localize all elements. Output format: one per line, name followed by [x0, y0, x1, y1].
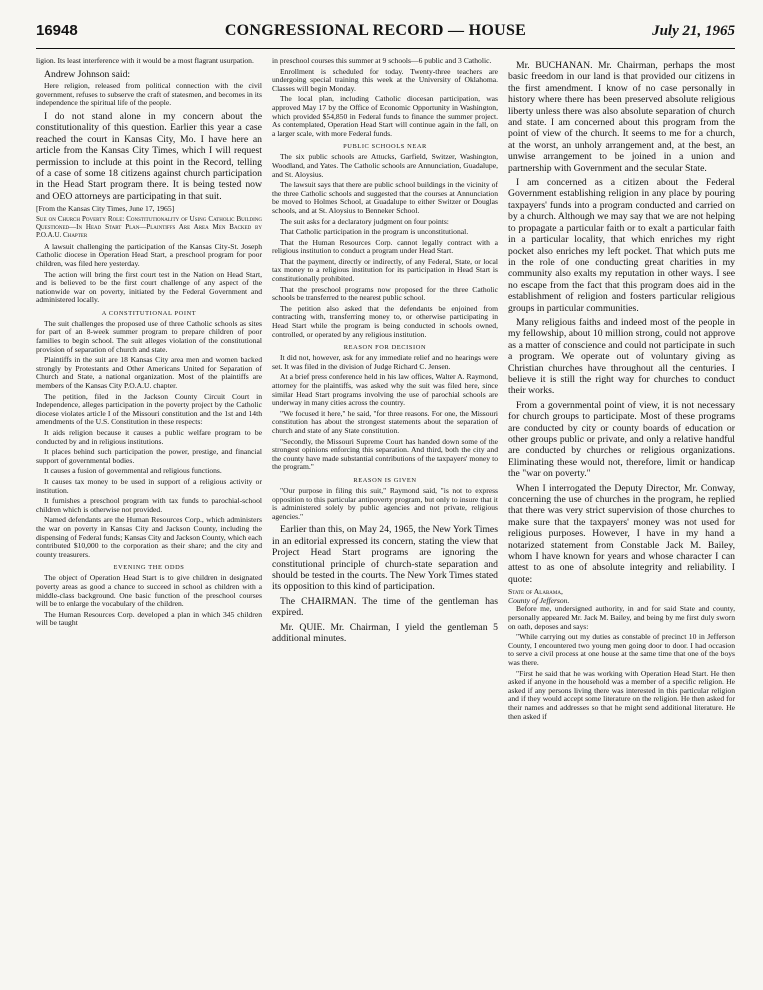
paragraph: The object of Operation Head Start is to give children in designated poverty areas as good a chance to succeed in school as children with a middle-class background. One basic function of the preschool courses will be to enlarge the vocabulary of the children.	[36, 573, 262, 609]
paragraph: The suit challenges the proposed use of three Catholic schools as sites for part of an 8-week summer program to prepare children of poor families to begin school. The suit alleges violation of the constitutional provision of separation of church and state.	[36, 318, 262, 354]
paragraph: Here religion, released from political connection with the civil government, refuses to subserve the craft of statesmen, and becomes in its independence the spiritual life of the people.	[36, 81, 262, 108]
column-2	[272, 57, 498, 987]
speech-paragraph: From a governmental point of view, it is not necessary for church groups to participate. Most of these programs are conducted by city or county boards of education or other groups public or private, and only a relative handful are conducted by churches or religious organizations. Eliminating these would not, therefore, limit or handicap the "war on poverty."	[508, 399, 735, 480]
subhead: PUBLIC SCHOOLS NEAR	[343, 143, 427, 151]
column-1	[36, 57, 262, 987]
paragraph: "First he said that he was working with Operation Head Start. He then asked if anyone in the household was a member of a specific religion. He asked if any persons living there was interested in this particular religion and if they would accept some literature on the religion. He then asked for their names and addresses so that he might send additional literature. He then asked if	[508, 668, 735, 721]
paragraph: It did not, however, ask for any immediate relief and no hearings were set. It was filed in the division of Judge Richard C. Jensen.	[272, 353, 498, 371]
paragraph: That Catholic participation in the program is unconstitutional.	[280, 227, 469, 237]
paragraph: The petition also asked that the defendants be enjoined from contracting with, transferring money to, or otherwise participating in Head Start while the program is being conducted in schools owned, controlled, or operated by any religious institution.	[272, 303, 498, 339]
paragraph: "Secondly, the Missouri Supreme Court has handed down some of the strongest opinions enforcing this separation. And third, both the city and the county have made substantial contributions of the taxpayers' money to the program."	[272, 436, 498, 472]
speech-paragraph: When I interrogated the Deputy Director, Mr. Conway, concerning the use of churches in the program, he replied that there was very strict supervision of those churches to make sure that the taxpayers' money was not used for religious purposes. However, I have in my hand a notarized statement from Constable Jack M. Bailey, whom I have known for years and whose character I can attest to as one of absolute integrity and reliability. I quote:	[508, 482, 735, 585]
paragraph: It causes a fusion of governmental and religious functions.	[44, 466, 222, 476]
paragraph: That the preschool programs now proposed for the three Catholic schools be transferred to the nearest public school.	[272, 284, 498, 303]
paragraph: Enrollment is scheduled for today. Twenty-three teachers are undergoing special training this week at the University of Oklahoma. Classes will begin Monday.	[272, 66, 498, 93]
speech-paragraph: The CHAIRMAN. The time of the gentleman has expired.	[272, 595, 498, 619]
paragraph: in preschool courses this summer at 9 schools—6 public and 3 Catholic.	[272, 57, 492, 65]
paragraph: The six public schools are Attucks, Garfield, Switzer, Washington, Woodland, and Yates. The Catholic schools are Annunciation, Guadalupe, and St. Aloysius.	[272, 152, 498, 179]
paragraph: The local plan, including Catholic diocesan participation, was approved May 17 by the Office of Economic Opportunity in Washington, which provided $54,850 in Federal funds to finance the summer project. As contemplated, Operation Head Start will continue again in the fall, on a larger scale, with more Federal funds.	[272, 94, 498, 138]
speech-paragraph: Mr. BUCHANAN. Mr. Chairman, perhaps the most basic freedom in our land is that provided our citizens in the first amendment. I know of no case personally in history where there has been preserved absolute religious liberty unless there was also absolute separation of church and state. I am concerned about this program from the point of view of the church. It seems to me for a church, at the worst, an unholy arrangement and, at the best, an unwise arrangement to be joined in a union and partnership with Government and the secular State.	[508, 60, 735, 174]
subhead: A CONSTITUTIONAL POINT	[101, 309, 197, 317]
speech-paragraph: Mr. QUIE. Mr. Chairman, I yield the gentleman 5 additional minutes.	[272, 621, 498, 644]
paragraph: It causes tax money to be used in support of a religious activity or institution.	[36, 476, 262, 495]
headline-text: Sue on Church Poverty Role: Constitutionality of Using Catholic Building Questioned—In Head Start Plan—Plaintiffs Are Area Men Backed by P.O.A.U. Chapter	[36, 214, 262, 239]
paragraph: At a brief press conference held in his law offices, Walter A. Raymond, attorney for the plaintiffs, was asked why the suit was filed here, since similar Head Start programs involving the use of parochial schools are underway in many cities across the country.	[272, 372, 498, 408]
paragraph: It places behind such participation the power, prestige, and financial support of governmental bodies.	[36, 447, 262, 465]
speaker-line: Andrew Johnson said:	[44, 68, 131, 80]
paragraph: It aids religion because it causes a public welfare program to be conducted by and in religious institutions.	[36, 428, 262, 446]
paragraph: Named defendants are the Human Resources Corp., which administers the war on poverty in Kansas City and Jackson County, including the dispensing of Federal funds; Kansas City and Jackson County, which each contributed $10,000 to the corporation as their share; and the city and county treasurers.	[36, 515, 262, 559]
page-header	[36, 22, 735, 46]
paragraph: "While carrying out my duties as constable of precinct 10 in Jefferson County, I encountered two young men going door to door. I had occasion to serve a civil process at one house at the same time that one of the boys was there.	[508, 632, 735, 668]
speech-paragraph: I do not stand alone in my concern about the constitutionality of this question. Earlier this year a case reached the court in Kansas City, Mo. I have here an article from the Kansas City Times, which I will request permission to include at this point in the Record, telling of a case of some 18 citizens against church participation in the Head Start program there. It is being tested now and OEO attorneys are participating in that suit.	[36, 110, 262, 202]
paragraph: The petition, filed in the Jackson County Circuit Court in Independence, alleges participation in the poverty project by the Catholic diocese violates article I of the Missouri constitution and the 1st and 14th amendments of the U.S. Constitution in these respects:	[36, 391, 262, 427]
paragraph: A lawsuit challenging the participation of the Kansas City-St. Joseph Catholic diocese in Operation Head Start, a preschool program for poor children, was filed here yesterday.	[36, 241, 262, 268]
issue-date: July 21, 1965	[652, 23, 735, 39]
speech-paragraph: Many religious faiths and indeed most of the people in my fellowship, about 10 million strong, could not approve as a matter of conscience and could not participate in such a program. We operate out of voluntary giving as Christian churches have throughout all the centuries. I believe it is still the right way for churches to conduct their works.	[508, 316, 735, 397]
paragraph: "Our purpose in filing this suit," Raymond said, "is not to express opposition to this particular antipoverty program, but only to insure that it is administered solely by public agencies and not private, religious agencies."	[272, 485, 498, 521]
paragraph: That the Human Resources Corp. cannot legally contract with a religious institution to conduct a program under Head Start.	[272, 237, 498, 256]
subhead: EVENING THE ODDS	[113, 564, 185, 572]
header-rule	[36, 48, 735, 49]
paragraph: The Human Resources Corp. developed a plan in which 345 children will be taught	[36, 609, 262, 628]
article-source: [From the Kansas City Times, June 17, 1965]	[36, 204, 175, 214]
subhead: REASON IS GIVEN	[353, 476, 417, 484]
paragraph: The lawsuit says that there are public school buildings in the vicinity of the three Catholic schools and suggested that the courses at Annunciation be moved to Holmes School, at Guadalupe to either Switzer or Douglas schools, and at St. Aloysius to Benneker School.	[272, 180, 498, 215]
column-3	[508, 57, 735, 987]
speech-paragraph: I am concerned as a citizen about the Federal Government establishing religion in any place by pouring taxpayers' funds into a program conducted and carried on by a church. Although we may say that we are not helping to propagate a particular faith or to exalt a particular faith in a particular locality, that which enriches my right pocket also enriches my left pocket. That which puts me in the role of one conducting great charities in my community also exalts my reputation in other ways. I see no escape from the fact that this program does aid in the establishment of religion and fosters particular religious groups in particular communities.	[508, 177, 735, 314]
paragraph: Plaintiffs in the suit are 18 Kansas City area men and women backed strongly by Protestants and Other Americans United for Separation of Church and State, a national organization. Most of the plaintiffs are members of the Kansas City P.O.A.U. chapter.	[36, 355, 262, 391]
paragraph: It furnishes a preschool program with tax funds to parochial-school children which is otherwise not provided.	[36, 496, 262, 514]
page-number: 16948	[36, 22, 78, 39]
paragraph: The suit asks for a declaratory judgment on four points:	[280, 216, 449, 226]
article-headline	[36, 215, 262, 239]
subhead: REASON FOR DECISION	[343, 344, 427, 352]
speech-paragraph: Earlier than this, on May 24, 1965, the New York Times in an editorial expressed its concern, stating the view that Project Head Start programs are ignoring the constitutional principle of church-state separation and should be tested in the courts. The New York Times stated its opposition to this kind of participation.	[272, 524, 498, 593]
text-columns	[36, 57, 735, 987]
paragraph: That the payment, directly or indirectly, of any Federal, State, or local tax money to a religious institution for its participation in Head Start is constitutionally prohibited.	[272, 256, 498, 284]
paragraph: Before me, undersigned authority, in and for said State and county, personally appeared Mr. Jack M. Bailey, and being by me first duly sworn on oath, deposes and says:	[508, 604, 735, 631]
venue-state: State of Alabama,	[508, 587, 563, 597]
venue-line: County of Jefferson.	[508, 595, 570, 605]
paragraph: ligion. Its least interference with it would be a most flagrant usurpation.	[36, 57, 254, 65]
paragraph: The action will bring the first court test in the Nation on Head Start, and is believed to be the first court challenge of any aspect of the nationwide war on poverty, initiated by the Federal Government and administered locally.	[36, 269, 262, 305]
paragraph: "We focused it here," he said, "for three reasons. For one, the Missouri constitution has about the strongest statements about the separation of church and state of any State constitution.	[272, 408, 498, 435]
publication-title: CONGRESSIONAL RECORD — HOUSE	[224, 22, 527, 39]
